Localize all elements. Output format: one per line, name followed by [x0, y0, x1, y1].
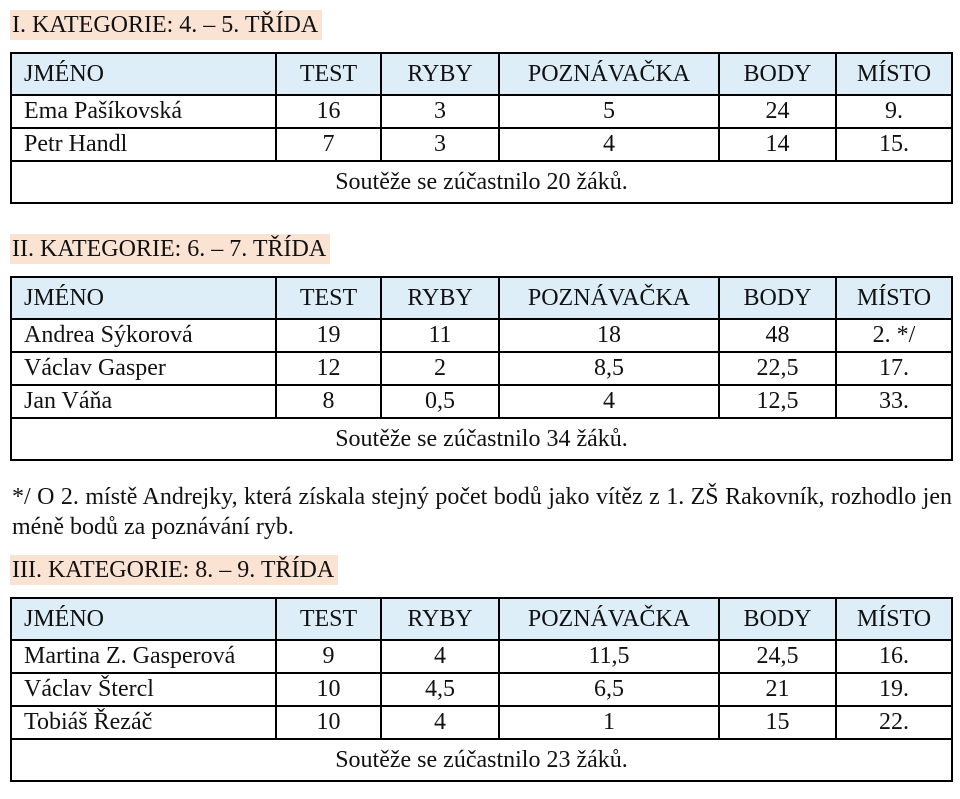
cell-poznavacka: 8,5: [499, 352, 719, 385]
cell-ryby: 3: [381, 95, 499, 128]
cell-misto: 15.: [836, 128, 952, 161]
cell-poznavacka: 6,5: [499, 673, 719, 706]
col-header-body: BODY: [719, 598, 836, 640]
table-row: [11, 95, 952, 128]
col-header-misto: MÍSTO: [836, 277, 952, 319]
cell-ryby: 4,5: [381, 673, 499, 706]
table-total-row: [11, 418, 952, 460]
col-header-name: JMÉNO: [11, 277, 276, 319]
cell-ryby: 0,5: [381, 385, 499, 418]
cell-ryby: 11: [381, 319, 499, 352]
col-header-name: JMÉNO: [11, 598, 276, 640]
cell-name: Ema Pašíkovská: [11, 95, 276, 128]
cell-body: 22,5: [719, 352, 836, 385]
participants-total: Soutěže se zúčastnilo 20 žáků.: [11, 161, 952, 203]
cell-poznavacka: 4: [499, 385, 719, 418]
cell-misto: 2. */: [836, 319, 952, 352]
col-header-poznavacka: POZNÁVAČKA: [499, 53, 719, 95]
category-1-title: I. KATEGORIE: 4. – 5. TŘÍDA: [10, 10, 322, 40]
cell-body: 12,5: [719, 385, 836, 418]
cell-poznavacka: 1: [499, 706, 719, 739]
cell-misto: 17.: [836, 352, 952, 385]
col-header-ryby: RYBY: [381, 277, 499, 319]
cell-test: 9: [276, 640, 381, 673]
table-total-row: [11, 161, 952, 203]
table-row: [11, 673, 952, 706]
cell-test: 7: [276, 128, 381, 161]
table-row: [11, 128, 952, 161]
table-row: [11, 706, 952, 739]
cell-ryby: 4: [381, 706, 499, 739]
cell-ryby: 2: [381, 352, 499, 385]
category-2-table: [10, 276, 953, 461]
col-header-ryby: RYBY: [381, 598, 499, 640]
cell-body: 21: [719, 673, 836, 706]
cell-poznavacka: 5: [499, 95, 719, 128]
col-header-misto: MÍSTO: [836, 53, 952, 95]
category-3-table: [10, 597, 953, 782]
cell-body: 48: [719, 319, 836, 352]
col-header-test: TEST: [276, 277, 381, 319]
table-row: [11, 385, 952, 418]
cell-test: 19: [276, 319, 381, 352]
col-header-misto: MÍSTO: [836, 598, 952, 640]
cell-ryby: 4: [381, 640, 499, 673]
cell-test: 10: [276, 673, 381, 706]
cell-body: 14: [719, 128, 836, 161]
col-header-test: TEST: [276, 598, 381, 640]
table-total-row: [11, 739, 952, 781]
cell-test: 8: [276, 385, 381, 418]
category-2-title: II. KATEGORIE: 6. – 7. TŘÍDA: [10, 234, 330, 264]
category-3-title: III. KATEGORIE: 8. – 9. TŘÍDA: [10, 555, 338, 585]
col-header-body: BODY: [719, 277, 836, 319]
cell-poznavacka: 18: [499, 319, 719, 352]
category-1-table: [10, 52, 953, 204]
cell-body: 15: [719, 706, 836, 739]
col-header-poznavacka: POZNÁVAČKA: [499, 598, 719, 640]
cell-name: Václav Štercl: [11, 673, 276, 706]
participants-total: Soutěže se zúčastnilo 34 žáků.: [11, 418, 952, 460]
cell-misto: 33.: [836, 385, 952, 418]
col-header-ryby: RYBY: [381, 53, 499, 95]
cell-name: Tobiáš Řezáč: [11, 706, 276, 739]
cell-ryby: 3: [381, 128, 499, 161]
cell-name: Jan Váňa: [11, 385, 276, 418]
col-header-name: JMÉNO: [11, 53, 276, 95]
participants-total: Soutěže se zúčastnilo 23 žáků.: [11, 739, 952, 781]
table-header-row: [11, 53, 952, 95]
table-header-row: [11, 277, 952, 319]
cell-name: Martina Z. Gasperová: [11, 640, 276, 673]
cell-misto: 16.: [836, 640, 952, 673]
cell-test: 10: [276, 706, 381, 739]
cell-name: Andrea Sýkorová: [11, 319, 276, 352]
cell-misto: 19.: [836, 673, 952, 706]
col-header-poznavacka: POZNÁVAČKA: [499, 277, 719, 319]
cell-body: 24: [719, 95, 836, 128]
cell-name: Václav Gasper: [11, 352, 276, 385]
col-header-body: BODY: [719, 53, 836, 95]
table-header-row: [11, 598, 952, 640]
cell-body: 24,5: [719, 640, 836, 673]
cell-poznavacka: 4: [499, 128, 719, 161]
cell-misto: 22.: [836, 706, 952, 739]
table-row: [11, 640, 952, 673]
cell-name: Petr Handl: [11, 128, 276, 161]
cell-test: 16: [276, 95, 381, 128]
footnote: */ O 2. místě Andrejky, která získala stejný počet bodů jako vítěz z 1. ZŠ Rakovník, rozhodlo jen méně bodů za poznávání ryb.: [12, 484, 952, 540]
cell-poznavacka: 11,5: [499, 640, 719, 673]
table-row: [11, 352, 952, 385]
cell-misto: 9.: [836, 95, 952, 128]
cell-test: 12: [276, 352, 381, 385]
table-row: [11, 319, 952, 352]
col-header-test: TEST: [276, 53, 381, 95]
